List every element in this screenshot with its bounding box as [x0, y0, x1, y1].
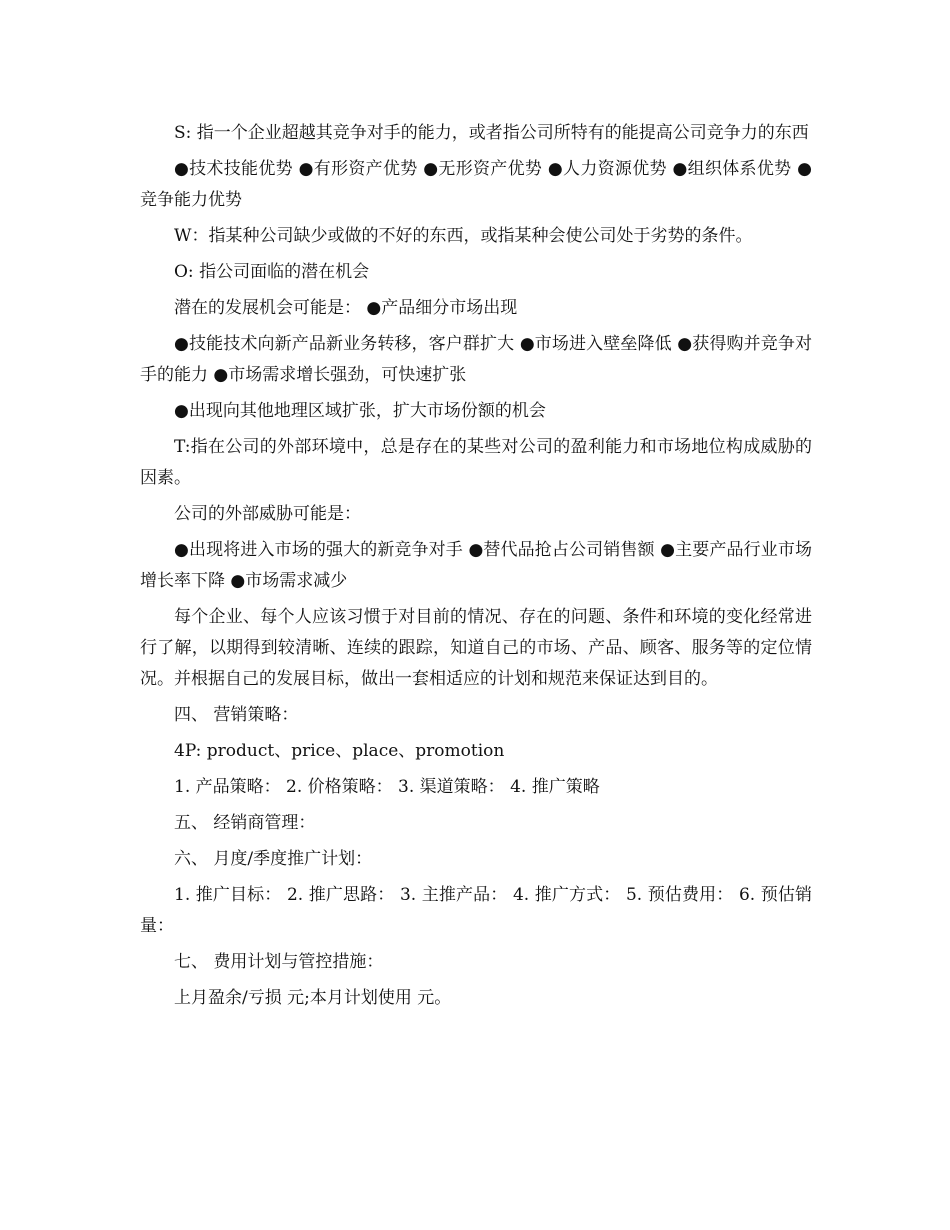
paragraph-opportunities-list: ●技能技术向新产品新业务转移，客户群扩大 ●市场进入壁垒降低 ●获得购并竞争对手的能力 ●市场需求增长强劲，可快速扩张 — [140, 334, 812, 385]
paragraph-4p: 4P: product、price、place、promotion — [174, 741, 505, 761]
paragraph-threats-intro: 公司的外部威胁可能是： — [174, 504, 361, 524]
paragraph-threats-list: ●出现将进入市场的强大的新竞争对手 ●替代品抢占公司销售额 ●主要产品行业市场增长率下降 ●市场需求减少 — [140, 540, 812, 591]
paragraph-opportunities-intro: 潜在的发展机会可能是： ●产品细分市场出现 — [174, 298, 518, 318]
paragraph-weaknesses-definition: W：指某种公司缺少或做的不好的东西，或指某种会使公司处于劣势的条件。 — [174, 226, 753, 246]
paragraph-promotion-items: 1. 推广目标： 2. 推广思路： 3. 主推产品： 4. 推广方式： 5. 预估费用： 6. 预估销量： — [140, 885, 812, 936]
paragraph-opportunities-expansion: ●出现向其他地理区域扩张，扩大市场份额的机会 — [174, 401, 546, 421]
heading-dealer-management: 五、 经销商管理： — [174, 813, 316, 833]
paragraph-strengths-definition: S: 指一个企业超越其竞争对手的能力，或者指公司所特有的能提高公司竞争力的东西 — [174, 123, 809, 143]
heading-promotion-plan: 六、 月度/季度推广计划： — [174, 849, 373, 869]
document-body — [140, 118, 812, 1014]
paragraph-threats-definition: T:指在公司的外部环境中，总是存在的某些对公司的盈利能力和市场地位构成威胁的因素。 — [140, 437, 812, 488]
heading-marketing-strategy: 四、 营销策略： — [174, 705, 299, 725]
heading-cost-plan: 七、 费用计划与管控措施： — [174, 952, 384, 972]
paragraph-summary: 每个企业、每个人应该习惯于对目前的情况、存在的问题、条件和环境的变化经常进行了解，以期得到较清晰、连续的跟踪，知道自己的市场、产品、顾客、服务等的定位情况。并根据自己的发展目标，做出一套相适应的计划和规范来保证达到目的。 — [140, 607, 812, 689]
paragraph-strategy-items: 1. 产品策略： 2. 价格策略： 3. 渠道策略： 4. 推广策略 — [174, 777, 600, 797]
paragraph-strengths-list: ●技术技能优势 ●有形资产优势 ●无形资产优势 ●人力资源优势 ●组织体系优势 ●竞争能力优势 — [140, 159, 812, 210]
paragraph-budget: 上月盈余/亏损 元;本月计划使用 元。 — [174, 988, 452, 1008]
paragraph-opportunities-definition: O: 指公司面临的潜在机会 — [174, 262, 370, 282]
